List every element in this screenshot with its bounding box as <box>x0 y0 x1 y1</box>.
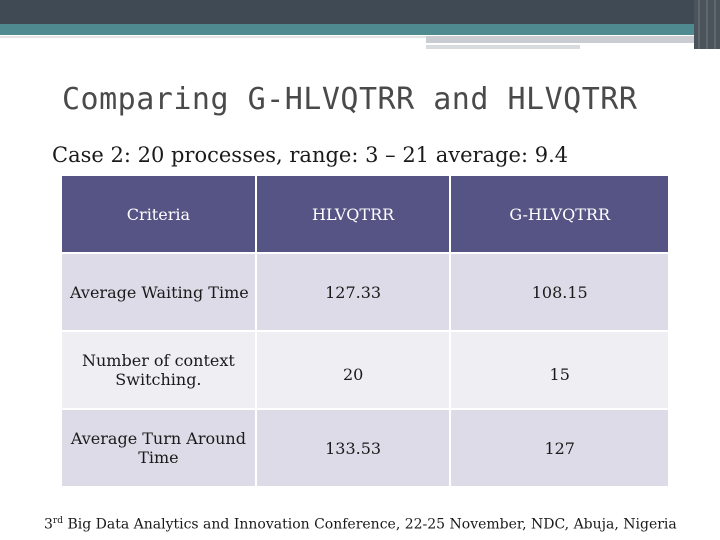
criteria-cell: Number of context Switching. <box>62 332 255 408</box>
criteria-cell: Average Waiting Time <box>62 254 255 330</box>
table-header-row <box>62 176 668 252</box>
top-accent-light <box>426 36 694 43</box>
g-hlvqtrr-cell: 127 <box>451 410 668 486</box>
top-accent-lighter <box>426 45 580 49</box>
footer-ordinal: 3 <box>44 516 53 533</box>
g-hlvqtrr-cell <box>451 332 668 408</box>
top-banner-teal <box>0 24 694 35</box>
table-row <box>62 332 668 408</box>
table-row <box>62 410 668 486</box>
g-hlvqtrr-cell: 108.15 <box>451 254 668 330</box>
header-hlvqtrr: HLVQTRR <box>257 176 450 252</box>
footer-text: Big Data Analytics and Innovation Conference, 22-25 November, NDC, Abuja, Nigeria <box>63 516 677 533</box>
hlvqtrr-cell: 133.53 <box>257 410 450 486</box>
top-divider <box>0 36 426 38</box>
table-row <box>62 254 668 330</box>
header-criteria: Criteria <box>62 176 255 252</box>
footer-ordinal-suffix: rd <box>52 516 63 526</box>
hlvqtrr-cell: 127.33 <box>257 254 450 330</box>
comparison-table <box>60 174 670 488</box>
slide-title: Comparing G-HLVQTRR and HLVQTRR <box>62 82 638 117</box>
conference-footer <box>44 516 677 533</box>
g-hlvqtrr-value: 15 <box>549 364 570 384</box>
slide-subtitle: Case 2: 20 processes, range: 3 – 21 average: 9.4 <box>52 143 569 167</box>
hlvqtrr-value: 20 <box>342 364 364 384</box>
criteria-cell: Average Turn Around Time <box>62 410 255 486</box>
top-banner-dark <box>0 0 694 24</box>
header-g-hlvqtrr: G-HLVQTRR <box>451 176 668 252</box>
corner-block <box>694 0 720 49</box>
hlvqtrr-cell <box>257 332 450 408</box>
